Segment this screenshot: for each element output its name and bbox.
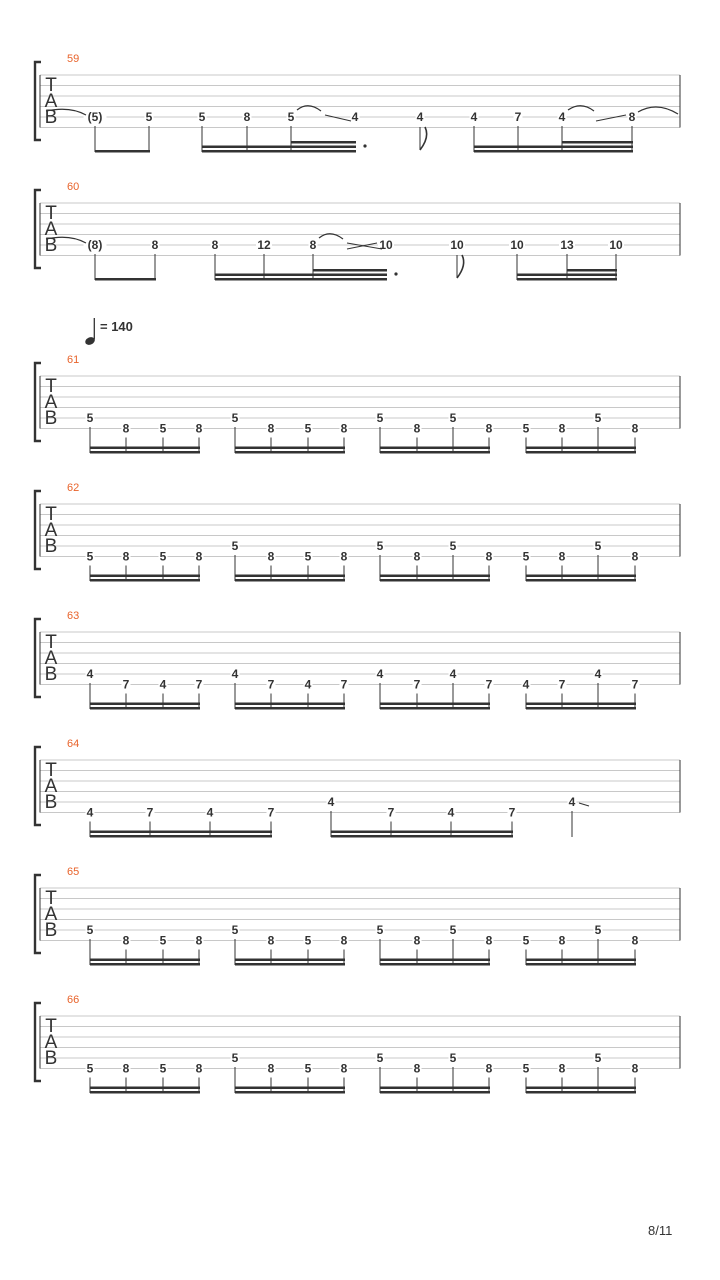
fret-number: 4 (558, 110, 566, 124)
fret-number: 8 (309, 238, 317, 252)
measure-number: 62 (67, 482, 80, 494)
fret-number: 7 (558, 677, 566, 692)
note-beam (90, 959, 200, 962)
fret-number: 8 (340, 933, 348, 948)
measure-number: 63 (67, 610, 80, 622)
tab-letter: A (44, 219, 58, 240)
fret-number: 4 (327, 795, 335, 809)
note-beam (235, 451, 345, 454)
fret-number: 7 (267, 677, 275, 692)
fret-number: 5 (522, 421, 530, 436)
fret-number: 5 (594, 539, 602, 553)
fret-number: 5 (159, 549, 167, 564)
tempo-value: = 140 (100, 319, 133, 334)
note-beam (380, 575, 490, 578)
fret-number: 5 (304, 549, 312, 564)
fret-number: 7 (146, 805, 154, 820)
fret-number: 13 (560, 238, 574, 252)
fret-number: 5 (594, 411, 602, 425)
quarter-note-icon (84, 318, 96, 346)
fret-number: 8 (340, 421, 348, 436)
fret-number: 8 (267, 549, 275, 564)
tab-letter: T (45, 760, 57, 781)
note-beam (235, 447, 345, 450)
tab-letter: B (44, 792, 58, 813)
fret-number: 4 (86, 805, 94, 820)
note-beam (291, 141, 356, 144)
measure-number: 64 (67, 738, 80, 750)
tab-letter: T (45, 75, 57, 96)
measure-number: 60 (67, 181, 80, 193)
fret-number: 4 (447, 805, 455, 820)
fret-number: 4 (416, 110, 424, 124)
fret-number: 4 (594, 667, 602, 681)
note-beam (526, 707, 636, 710)
note-beam (90, 831, 272, 834)
fret-number: 4 (86, 667, 94, 681)
fret-number: 5 (231, 923, 239, 937)
note-beam (313, 274, 387, 277)
fret-number: 8 (413, 933, 421, 948)
fret-number: 4 (351, 110, 359, 124)
fret-number: 5 (86, 411, 94, 425)
note-beam (235, 1087, 345, 1090)
note-beam (380, 447, 490, 450)
fret-number: 5 (86, 923, 94, 937)
measure-number: 66 (67, 994, 80, 1006)
fret-number: 4 (376, 667, 384, 681)
tab-letter: T (45, 632, 57, 653)
fret-number: 5 (594, 1051, 602, 1065)
measure-number: 65 (67, 866, 80, 878)
fret-number: 10 (510, 238, 524, 252)
note-beam (313, 269, 387, 272)
note-beam (380, 703, 490, 706)
note-beam (331, 835, 513, 838)
fret-number: 7 (387, 805, 395, 820)
fret-number: 7 (631, 677, 639, 692)
tab-letter: T (45, 888, 57, 909)
tab-letter: A (44, 776, 58, 797)
tab-systems (35, 53, 680, 1094)
fret-number: 8 (631, 933, 639, 948)
fret-number: 12 (257, 238, 271, 252)
tab-letter: A (44, 1032, 58, 1053)
fret-number: 10 (450, 238, 464, 252)
tab-letter: T (45, 376, 57, 397)
fret-number: 7 (485, 677, 493, 692)
slide-line (325, 115, 351, 121)
note-beam (291, 146, 356, 149)
note-beam (380, 579, 490, 582)
note-beam (380, 1087, 490, 1090)
tab-system (35, 482, 680, 582)
tab-letter: T (45, 1016, 57, 1037)
fret-number: 5 (449, 1051, 457, 1065)
eighth-flag (420, 127, 427, 150)
note-beam (235, 1091, 345, 1094)
note-beam (526, 575, 636, 578)
fret-number: 5 (198, 110, 206, 124)
fret-number: 5 (231, 411, 239, 425)
fret-number: 8 (558, 1061, 566, 1076)
fret-number: 8 (267, 421, 275, 436)
note-beam (526, 451, 636, 454)
note-beam (235, 579, 345, 582)
tab-letter: B (44, 107, 58, 128)
fret-number: 5 (159, 1061, 167, 1076)
fret-number: 5 (449, 411, 457, 425)
tab-letter: B (44, 920, 58, 941)
fret-number: 4 (568, 795, 576, 809)
measure-number: 61 (67, 354, 80, 366)
note-beam (235, 707, 345, 710)
fret-number: 8 (211, 238, 219, 252)
note-beam (235, 703, 345, 706)
fret-number: 8 (631, 421, 639, 436)
note-beam (331, 831, 513, 834)
tab-letter: A (44, 520, 58, 541)
fret-number: 8 (243, 110, 251, 124)
tie-curve (638, 107, 678, 114)
note-beam (567, 278, 617, 281)
fret-number: 8 (122, 421, 130, 436)
note-beam (526, 579, 636, 582)
fret-number: 5 (159, 933, 167, 948)
tab-letter: A (44, 904, 58, 925)
note-beam (526, 963, 636, 966)
fret-number: 7 (413, 677, 421, 692)
tab-letter: B (44, 664, 58, 685)
fret-number: 5 (522, 1061, 530, 1076)
fret-number: 7 (340, 677, 348, 692)
tab-system (35, 181, 680, 281)
tab-letter: B (44, 1048, 58, 1069)
tab-system (35, 610, 680, 710)
fret-number: 8 (122, 933, 130, 948)
tab-letter: T (45, 203, 57, 224)
tab-system (35, 354, 680, 454)
tab-system (35, 866, 680, 966)
fret-number: 5 (287, 110, 295, 124)
note-beam (562, 146, 633, 149)
note-beam (90, 707, 200, 710)
note-beam (90, 963, 200, 966)
note-beam (380, 963, 490, 966)
fret-number: 8 (340, 1061, 348, 1076)
fret-number: 8 (195, 549, 203, 564)
fret-number: 7 (267, 805, 275, 820)
fret-number: 5 (376, 411, 384, 425)
fret-number: 5 (376, 1051, 384, 1065)
fret-number: 8 (195, 421, 203, 436)
fret-number: 5 (231, 1051, 239, 1065)
fret-number: 5 (376, 539, 384, 553)
fret-number: 8 (413, 421, 421, 436)
fret-number: 8 (122, 549, 130, 564)
fret-number: 8 (267, 933, 275, 948)
fret-number: 5 (522, 933, 530, 948)
fret-number: 8 (195, 933, 203, 948)
fret-number: 8 (485, 549, 493, 564)
fret-number: 8 (340, 549, 348, 564)
tab-letter: A (44, 392, 58, 413)
note-beam (380, 451, 490, 454)
fret-number: 5 (304, 933, 312, 948)
fret-number: 5 (145, 110, 153, 124)
fret-number: 10 (379, 238, 393, 252)
fret-number: 5 (376, 923, 384, 937)
fret-number: 7 (195, 677, 203, 692)
eighth-flag (457, 255, 464, 278)
note-beam (380, 959, 490, 962)
note-beam (90, 579, 200, 582)
fret-number: 8 (413, 549, 421, 564)
dotted-rhythm (394, 272, 397, 275)
fret-number: 8 (485, 421, 493, 436)
slide-line (596, 115, 626, 121)
fret-number: 8 (558, 933, 566, 948)
fret-number: 5 (159, 421, 167, 436)
fret-number: 7 (514, 110, 522, 124)
fret-number: 8 (631, 549, 639, 564)
tab-letter: A (44, 91, 58, 112)
fret-number: 5 (304, 421, 312, 436)
fret-number: 4 (159, 677, 167, 692)
note-beam (90, 1091, 200, 1094)
fret-number: (8) (87, 238, 103, 252)
fret-number: 4 (449, 667, 457, 681)
fret-number: 8 (267, 1061, 275, 1076)
fret-number: 8 (485, 933, 493, 948)
note-beam (235, 575, 345, 578)
fret-number: 4 (231, 667, 239, 681)
note-beam (567, 269, 617, 272)
fret-number: 5 (449, 539, 457, 553)
fret-number: 5 (522, 549, 530, 564)
note-beam (90, 451, 200, 454)
note-beam (526, 1091, 636, 1094)
tab-letter: B (44, 408, 58, 429)
tab-letter: A (44, 648, 58, 669)
note-beam (90, 1087, 200, 1090)
fret-number: 7 (122, 677, 130, 692)
fret-number: 5 (449, 923, 457, 937)
tab-letter: T (45, 504, 57, 525)
note-beam (526, 447, 636, 450)
note-beam (95, 150, 150, 153)
tab-system (35, 738, 680, 838)
dotted-rhythm (363, 144, 366, 147)
note-beam (380, 1091, 490, 1094)
fret-number: 8 (558, 549, 566, 564)
note-beam (567, 274, 617, 277)
fret-number: 5 (594, 923, 602, 937)
tab-system (35, 53, 680, 153)
note-beam (562, 150, 633, 153)
tempo-marking (84, 318, 133, 346)
note-beam (526, 959, 636, 962)
fret-number: 5 (86, 1061, 94, 1076)
note-beam (313, 278, 387, 281)
note-beam (235, 963, 345, 966)
fret-number: 5 (86, 549, 94, 564)
tab-system (35, 994, 680, 1094)
note-beam (90, 575, 200, 578)
fret-number: 8 (151, 238, 159, 252)
fret-number: (5) (87, 110, 103, 124)
fret-number: 10 (609, 238, 623, 252)
note-beam (380, 707, 490, 710)
note-beam (291, 150, 356, 153)
fret-number: 4 (304, 677, 312, 692)
page-number: 8/11 (648, 1223, 673, 1238)
note-beam (90, 447, 200, 450)
measure-number: 59 (67, 53, 80, 65)
tab-letter: B (44, 235, 58, 256)
note-beam (526, 703, 636, 706)
fret-number: 5 (304, 1061, 312, 1076)
note-beam (90, 703, 200, 706)
note-beam (235, 959, 345, 962)
fret-number: 5 (231, 539, 239, 553)
note-beam (90, 835, 272, 838)
fret-number: 4 (206, 805, 214, 820)
fret-number: 8 (122, 1061, 130, 1076)
note-beam (562, 141, 633, 144)
fret-number: 8 (628, 110, 636, 124)
note-beam (95, 278, 156, 281)
tab-letter: B (44, 536, 58, 557)
fret-number: 8 (558, 421, 566, 436)
fret-number: 8 (413, 1061, 421, 1076)
note-beam (526, 1087, 636, 1090)
fret-number: 4 (470, 110, 478, 124)
slide-line (579, 803, 589, 806)
fret-number: 8 (485, 1061, 493, 1076)
fret-number: 8 (195, 1061, 203, 1076)
fret-number: 7 (508, 805, 516, 820)
fret-number: 8 (631, 1061, 639, 1076)
fret-number: 4 (522, 677, 530, 692)
